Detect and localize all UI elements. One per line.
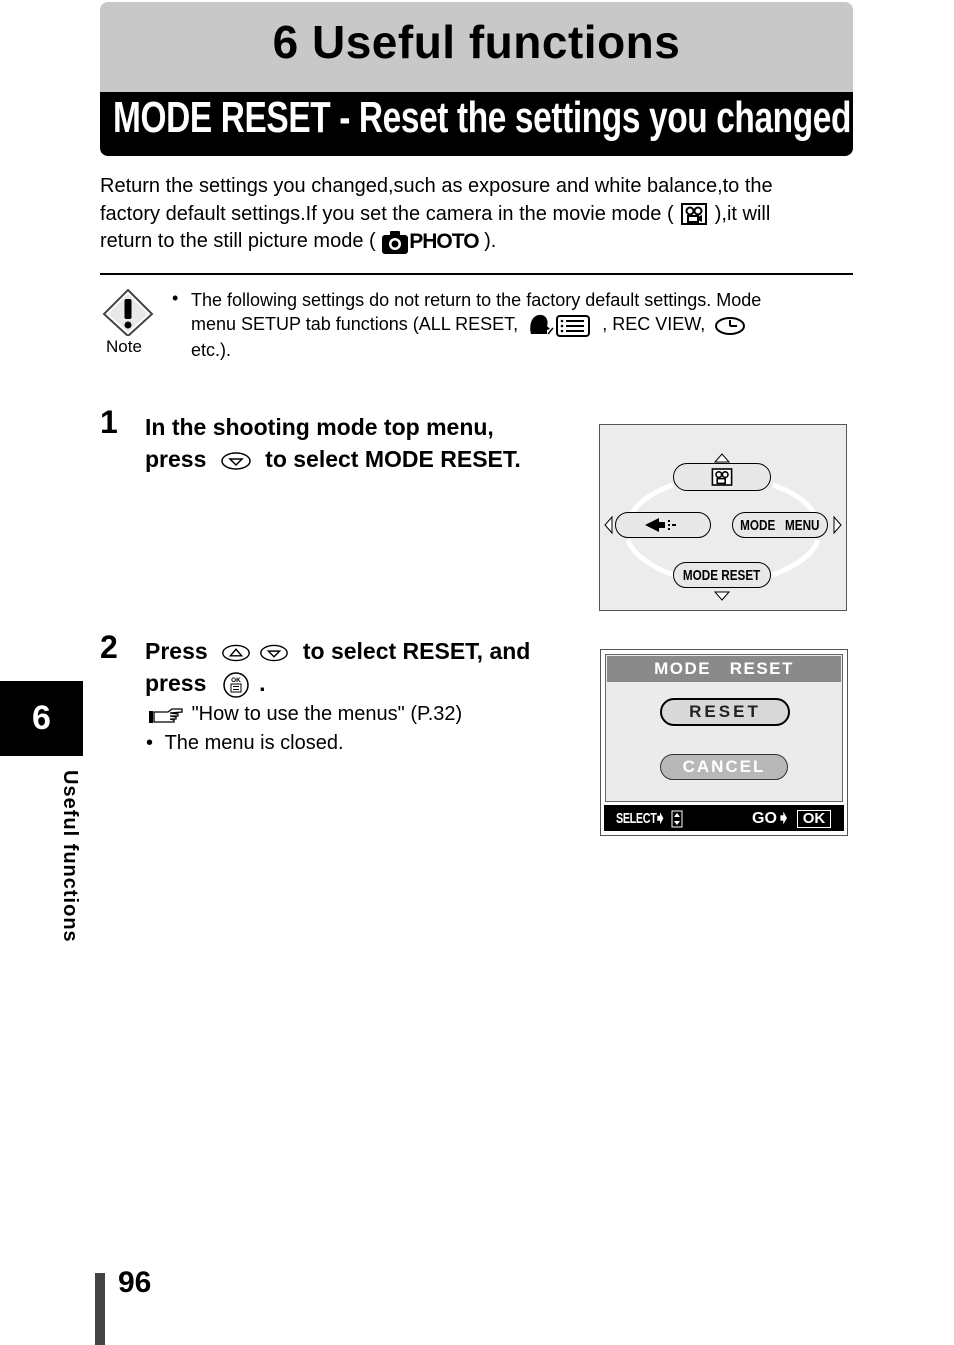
step-2-press: Press [145, 638, 208, 664]
pointing-hand-icon [148, 705, 184, 725]
footer-arrow-icon: ➧ [654, 810, 667, 827]
intro-line-2-end: ),it will [714, 202, 771, 225]
step-2-line-1 [145, 635, 575, 667]
page-number-bar [95, 1273, 105, 1345]
intro-line-2-start: factory default settings.If you set the camera in the movie mode ( [100, 202, 674, 225]
intro-line-2 [100, 201, 860, 229]
step-2-line-2 [145, 667, 575, 699]
mode-menu-label: MODE MENU [740, 516, 820, 534]
intro-line-3 [100, 228, 860, 256]
arrow-up-button-icon [220, 642, 252, 664]
step-2-reference [148, 700, 462, 729]
chapter-side-tab: 6 [0, 681, 83, 756]
footer-ok-box: OK [797, 810, 832, 828]
menu-exposure-option [615, 512, 711, 538]
warning-icon [102, 288, 154, 336]
step-1-line-2 [145, 443, 575, 475]
intro-line-3-start: return to the still picture mode ( [100, 230, 376, 253]
footer-go-label: GO [752, 810, 777, 827]
ok-button-icon [221, 671, 251, 699]
step-2-result [146, 729, 344, 758]
reset-option[interactable] [660, 698, 790, 726]
step-1-action: to select MODE RESET. [265, 446, 521, 472]
setup-tab-icon [527, 312, 593, 338]
note-bullet: • [172, 288, 179, 308]
exposure-icon [643, 516, 683, 534]
camera-icon [381, 229, 409, 255]
intro-line-1: Return the settings you changed,such as exposure and white balance,to the [100, 175, 773, 197]
reset-option-label: RESET [689, 702, 761, 721]
chapter-side-label: Useful functions [59, 770, 81, 943]
mode-reset-screen [600, 649, 848, 836]
intro-line-3-end: ). [484, 230, 497, 253]
menu-mode-reset-option [673, 562, 771, 588]
clock-icon [714, 314, 746, 336]
step-1-text [145, 411, 575, 475]
step-2-action: to select RESET, and [302, 638, 531, 664]
note-line-3: etc.). [191, 340, 232, 361]
note-text [191, 288, 856, 362]
note-label: Note [106, 337, 142, 356]
intro-paragraph [100, 173, 860, 256]
note-line-2-end: , REC VIEW, [602, 314, 706, 334]
camera-top-menu-screen [599, 424, 847, 611]
arrow-down-button-icon [219, 450, 253, 472]
result-bullet: • [146, 732, 154, 754]
menu-movie-option [673, 463, 771, 491]
step-2-period: . [259, 670, 266, 696]
note-line-2-start: menu SETUP tab functions (ALL RESET, [191, 314, 519, 334]
step-2-press-2: press [145, 670, 207, 696]
mode-reset-title: MODE RESET [654, 659, 794, 678]
footer-select-label: SELECT [616, 810, 657, 827]
movie-icon [710, 467, 734, 487]
mode-reset-footer [604, 805, 844, 831]
section-title: MODE RESET - Reset the settings you changed [113, 93, 852, 142]
footer-go-arrow-icon: ➧ [776, 810, 791, 827]
result-text: The menu is closed. [164, 732, 344, 754]
cancel-option-label: CANCEL [682, 757, 766, 776]
footer-go [752, 808, 831, 828]
step-2-text [145, 635, 575, 699]
movie-mode-icon [679, 202, 709, 226]
section-header [100, 92, 853, 156]
ok-small-label: OK [230, 676, 241, 684]
step-2-number: 2 [100, 629, 118, 665]
up-down-arrows-icon [671, 810, 683, 828]
footer-select [616, 809, 683, 828]
divider-rule [100, 273, 853, 275]
photo-mode-icon [381, 228, 478, 256]
chapter-title: 6 Useful functions [272, 16, 681, 68]
reference-text: "How to use the menus" (P.32) [191, 703, 463, 725]
note-line-1: The following settings do not return to the factory default settings. Mode [191, 290, 762, 310]
step-1-press: press [145, 446, 207, 472]
page-number: 96 [118, 1266, 152, 1299]
mode-reset-title-bar [607, 656, 841, 682]
note-line-2 [191, 312, 856, 338]
menu-mode-menu-option [732, 512, 828, 538]
step-1-line-1: In the shooting mode top menu, [145, 414, 494, 440]
arrow-down-button-icon [258, 642, 290, 664]
photo-label: PHOTO [409, 230, 479, 253]
step-1-number: 1 [100, 404, 118, 440]
mode-reset-label: MODE RESET [683, 566, 761, 584]
chapter-header [100, 2, 853, 94]
cancel-option[interactable] [660, 754, 788, 780]
